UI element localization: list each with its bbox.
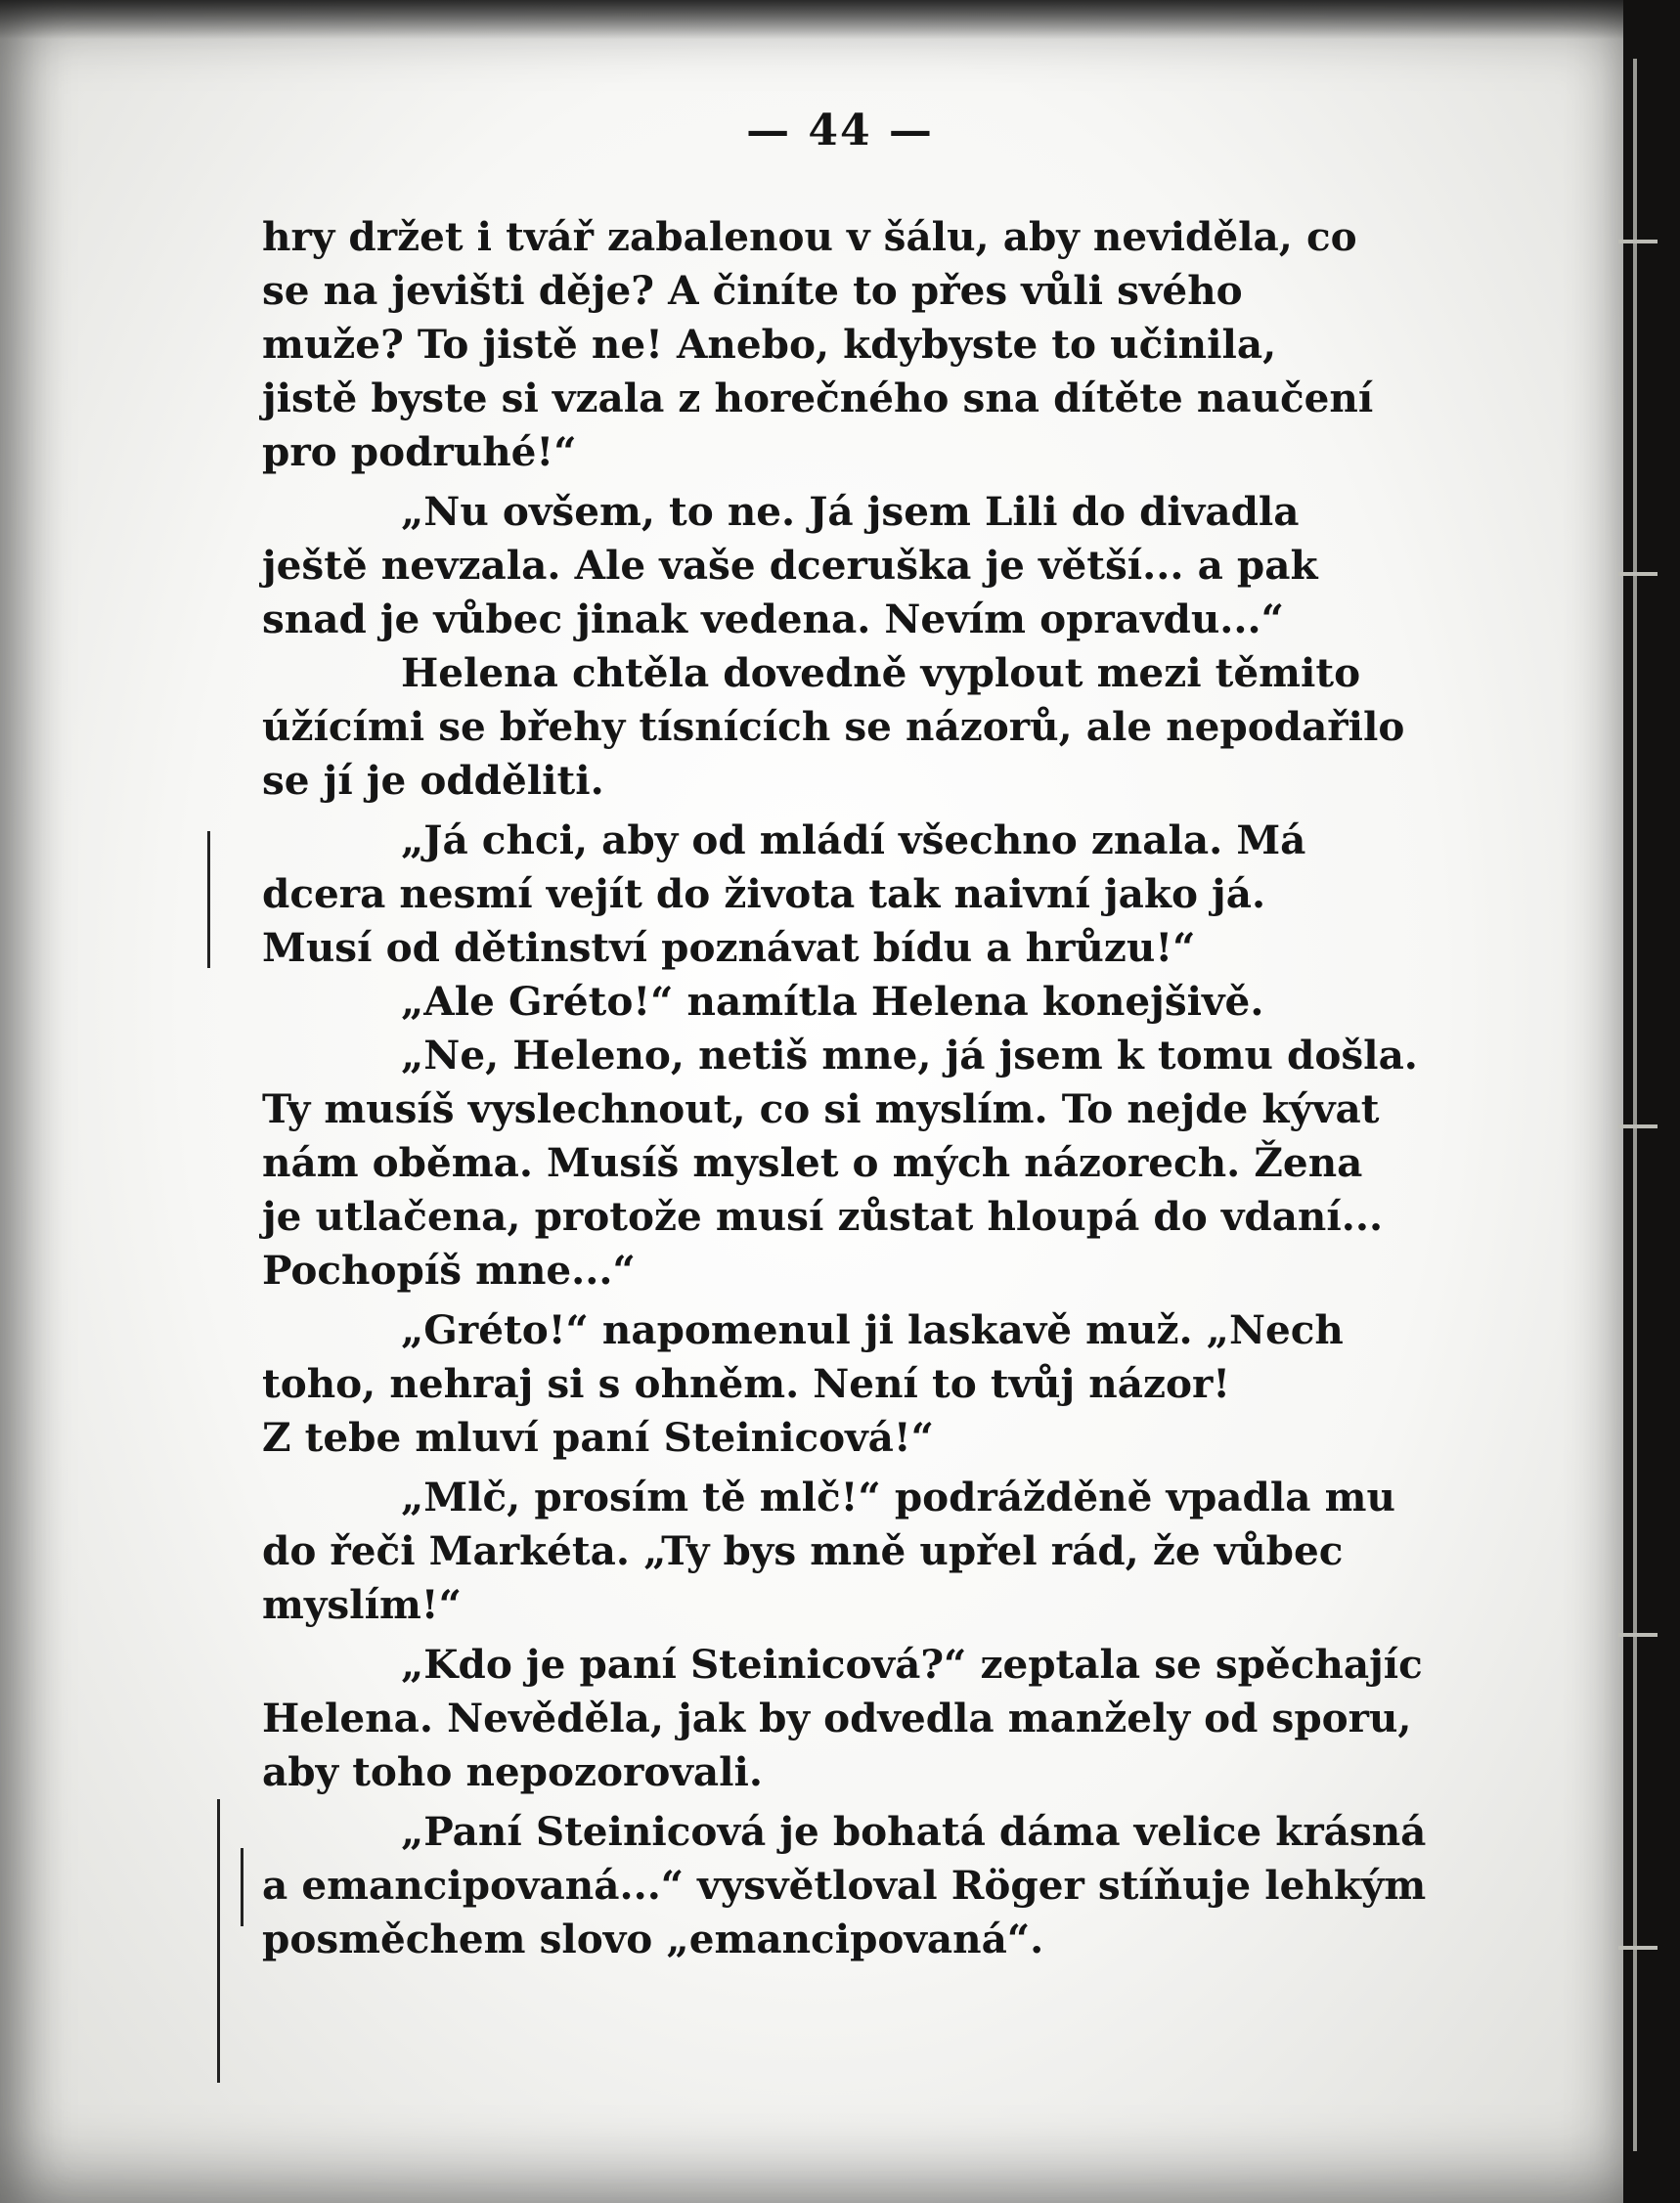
- text-line: Pochopíš mne...“: [262, 1247, 636, 1294]
- text-line: Helena. Nevěděla, jak by odvedla manžely od sporu,: [262, 1695, 1412, 1741]
- text-line: snad je vůbec jinak vedena. Nevím opravdu...“: [262, 595, 1284, 642]
- text-line: aby toho nepozorovali.: [262, 1748, 764, 1795]
- text-line: muže? To jistě ne! Anebo, kdybyste to učinila,: [262, 321, 1277, 368]
- text-line: „Ale Gréto!“ namítla Helena konejšivě.: [401, 978, 1264, 1025]
- margin-pencil-mark: [207, 831, 210, 968]
- text-line: „Nu ovšem, to ne. Já jsem Lili do divadla: [401, 488, 1300, 535]
- text-line: nám oběma. Musíš myslet o mých názorech. Žena: [262, 1139, 1363, 1186]
- paragraph-1: [262, 210, 1436, 479]
- text-line: hry držet i tvář zabalenou v šálu, aby neviděla, co: [262, 213, 1357, 260]
- binding-stitch: [1618, 572, 1658, 576]
- binding-stitch: [1618, 1124, 1658, 1128]
- text-line: „Já chci, aby od mládí všechno znala. Má: [401, 816, 1306, 863]
- text-line: se na jevišti děje? A činíte to přes vůli svého: [262, 267, 1243, 314]
- text-line: jistě byste si vzala z horečného sna dítěte naučení: [262, 375, 1374, 421]
- text-line: ještě nevzala. Ale vaše dceruška je větší... a pak: [262, 542, 1318, 589]
- text-line: je utlačena, protože musí zůstat hloupá do vdaní...: [262, 1193, 1384, 1240]
- paragraph-5: [262, 975, 1436, 1029]
- binding-stitch: [1618, 1633, 1658, 1637]
- page-number: — 44 —: [746, 106, 934, 155]
- text-line: myslím!“: [262, 1581, 462, 1628]
- paragraph-8: [262, 1471, 1436, 1632]
- margin-pencil-mark: [241, 1848, 243, 1926]
- text-line: úžícími se břehy tísnících se názorů, ale nepodařilo: [262, 703, 1405, 750]
- binding-stitch: [1618, 240, 1658, 243]
- text-line: se jí je odděliti.: [262, 757, 604, 804]
- paragraph-10: [262, 1805, 1436, 1966]
- paragraph-2: [262, 485, 1436, 646]
- text-line: „Gréto!“ napomenul ji laskavě muž. „Nech: [401, 1306, 1344, 1353]
- text-line: Ty musíš vyslechnout, co si myslím. To nejde kývat: [262, 1085, 1380, 1132]
- paragraph-9: [262, 1638, 1436, 1799]
- text-line: pro podruhé!“: [262, 428, 577, 475]
- text-line: „Kdo je paní Steinicová?“ zeptala se spěchajíc: [401, 1641, 1423, 1688]
- body-text: [262, 210, 1436, 1972]
- text-line: a emancipovaná...“ vysvětloval Röger stíňuje lehkým: [262, 1862, 1427, 1909]
- text-line: „Ne, Heleno, netiš mne, já jsem k tomu došla.: [401, 1032, 1418, 1079]
- binding-stitch: [1618, 1946, 1658, 1950]
- text-line: Helena chtěla dovedně vyplout mezi těmito: [401, 649, 1361, 696]
- text-line: „Mlč, prosím tě mlč!“ podrážděně vpadla mu: [401, 1474, 1395, 1520]
- text-line: Z tebe mluví paní Steinicová!“: [262, 1414, 934, 1461]
- text-line: toho, nehraj si s ohněm. Není to tvůj názor!: [262, 1360, 1231, 1407]
- scan-shadow: [0, 0, 1625, 39]
- text-line: Musí od dětinství poznávat bídu a hrůzu!“: [262, 924, 1196, 971]
- paragraph-6: [262, 1029, 1436, 1298]
- margin-pencil-mark: [217, 1799, 220, 2083]
- paragraph-7: [262, 1303, 1436, 1465]
- text-line: dcera nesmí vejít do života tak naivní jako já.: [262, 870, 1266, 917]
- text-line: do řeči Markéta. „Ty bys mně upřel rád, že vůbec: [262, 1527, 1344, 1574]
- text-line: posměchem slovo „emancipovaná“.: [262, 1916, 1044, 1962]
- paragraph-3: [262, 646, 1436, 808]
- binding-thread: [1633, 59, 1637, 2151]
- text-line: „Paní Steinicová je bohatá dáma velice krásná: [401, 1808, 1427, 1855]
- paragraph-4: [262, 814, 1436, 975]
- book-edge: [1623, 0, 1680, 2203]
